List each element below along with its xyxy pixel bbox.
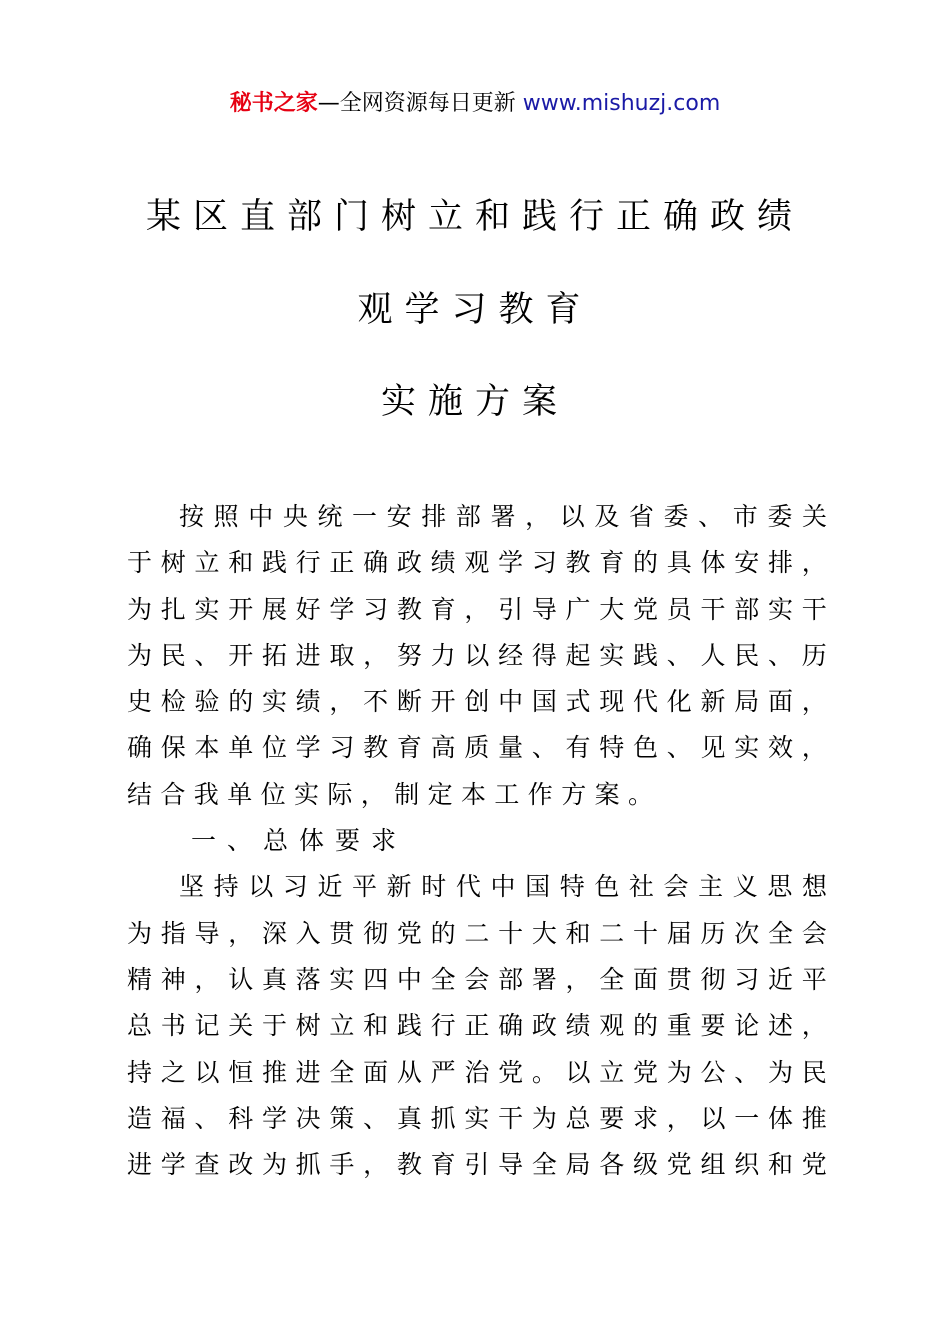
paragraph-2-line: 造 福 、 科 学 决 策 、 真 抓 实 干 为 总 要 求 ， 以 一 体 推 bbox=[127, 1103, 827, 1133]
document-body bbox=[127, 494, 827, 1188]
document-title-line-2: 观学习教育 bbox=[357, 290, 593, 330]
paragraph-2-line: 精 神 ， 认 真 落 实 四 中 全 会 部 署 ， 全 面 贯 彻 习 近 平 bbox=[127, 964, 827, 994]
paragraph-1-line: 结合我单位实际，制定本工作方案。 bbox=[127, 779, 662, 809]
paragraph-2-line: 为 指 导 ， 深 入 贯 彻 党 的 二 十 大 和 二 十 届 历 次 全 会 bbox=[127, 918, 827, 948]
section-heading: 一、总体要求 bbox=[191, 826, 408, 856]
paragraph-1-line: 按 照 中 央 统 一 安 排 部 署 ， 以 及 省 委 、 市 委 关 bbox=[179, 502, 827, 531]
document-title-line-3: 实施方案 bbox=[380, 382, 569, 422]
paragraph-2-line: 总 书 记 关 于 树 立 和 践 行 正 确 政 绩 观 的 重 要 论 述 ， bbox=[127, 1011, 827, 1041]
paragraph-1-line: 史 检 验 的 实 绩 ， 不 断 开 创 中 国 式 现 代 化 新 局 面 ， bbox=[127, 687, 827, 717]
brand-name: 秘书之家 bbox=[229, 91, 318, 116]
document-title-line-1: 某区直部门树立和践行正确政绩 bbox=[145, 197, 804, 237]
site-header bbox=[0, 88, 950, 120]
paragraph-1-line: 于 树 立 和 践 行 正 确 政 绩 观 学 习 教 育 的 具 体 安 排 ， bbox=[127, 548, 827, 578]
paragraph-1-line: 为 扎 实 开 展 好 学 习 教 育 ， 引 导 广 大 党 员 干 部 实 干 bbox=[127, 594, 827, 624]
paragraph-1-line: 为 民 、 开 拓 进 取 ， 努 力 以 经 得 起 实 践 、 人 民 、 历 bbox=[127, 640, 827, 670]
site-url[interactable]: www.mishuzj.com bbox=[522, 91, 721, 116]
header-tagline: —全网资源每日更新 bbox=[317, 91, 516, 116]
paragraph-2-line: 进 学 查 改 为 抓 手 ， 教 育 引 导 全 局 各 级 党 组 织 和 党 bbox=[127, 1150, 827, 1180]
paragraph-2-line: 持 之 以 恒 推 进 全 面 从 严 治 党 。 以 立 党 为 公 、 为 民 bbox=[127, 1057, 827, 1087]
paragraph-2-line: 坚 持 以 习 近 平 新 时 代 中 国 特 色 社 会 主 义 思 想 bbox=[179, 872, 827, 902]
paragraph-1-line: 确 保 本 单 位 学 习 教 育 高 质 量 、 有 特 色 、 见 实 效 ， bbox=[127, 733, 827, 763]
